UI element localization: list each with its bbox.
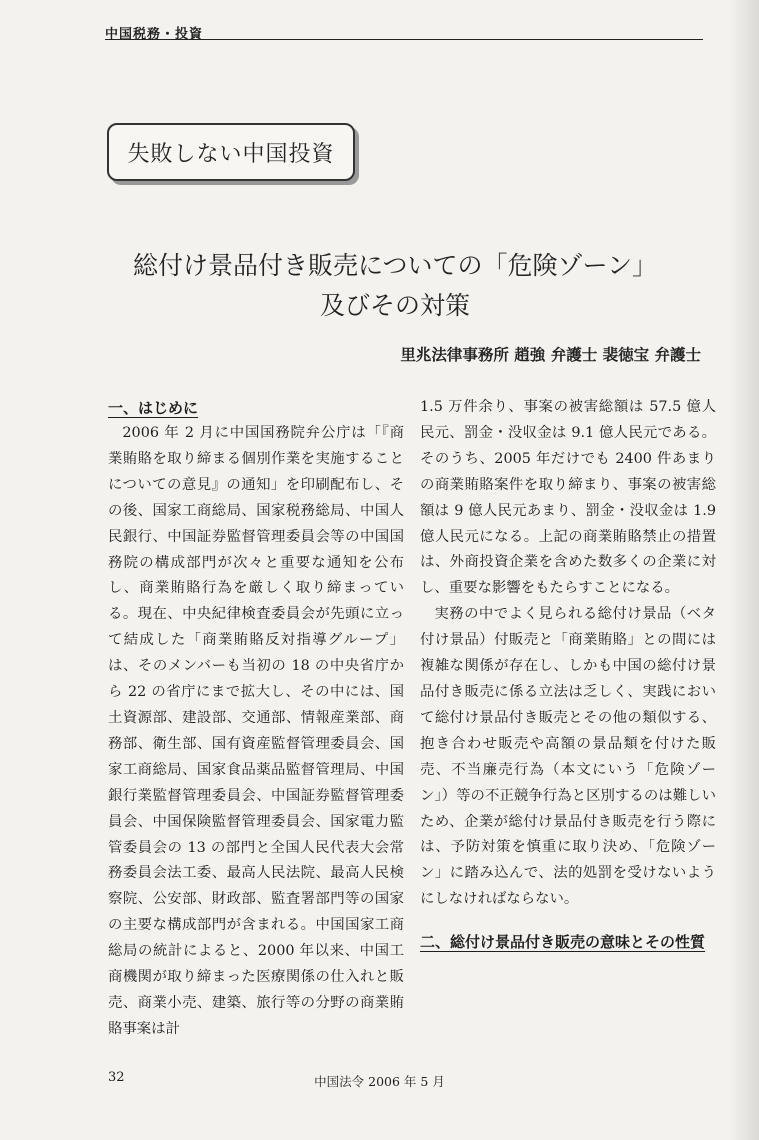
header-rule xyxy=(105,39,703,40)
article-title-line-2: 及びその対策 xyxy=(319,291,470,320)
page-number: 32 xyxy=(108,1070,125,1085)
running-header: 中国税務・投資 xyxy=(105,27,204,42)
article-title-line-1: 総付け景品付き販売についての「危険ゾーン」 xyxy=(132,251,657,280)
article-byline: 里兆法律事務所 趙強 弁護士 裴徳宝 弁護士 xyxy=(400,346,701,364)
body-paragraph: 実務の中でよく見られる総付け景品（ベタ付け景品）付販売と「商業賄賂」との間には複雑な関係が存在し、しかも中国の総付け景品付き販売に係る立法は乏しく、実践において総付け景品付き販売とその他の類似する、抱き合わせ販売や高額の景品類を付けた販売、不当廉売行為（本文にいう「危険ゾーン」）等の不正競争行為と区別するのは難しいため、企業が総付け景品付き販売を行う際には、予防対策を慎重に取り決め、「危険ゾーン」に踏み込んで、法的処罰を受けないようにしなければならない。 xyxy=(420,606,716,908)
page-edge-shadow xyxy=(729,0,759,1140)
body-paragraph: 1.5 万件余り、事案の被害総額は 57.5 億人民元、罰金・没収金は 9.1 億人民元である。そのうち、2005 年だけでも 2400 件あまりの商業賄賂案件を取り締まり、事案の被害総額は 9 億人民元あまり、罰金・没収金は 1.9 億人民元になる。上記の商業賄賂禁止の措置は、外商投資企業を含めた数多くの企業に対し、重要な影響をもたらすことになる。 xyxy=(420,399,716,597)
section-heading-introduction: 一、はじめに xyxy=(108,399,199,417)
right-column xyxy=(420,395,716,956)
section-heading-meaning: 二、総付け景品付き販売の意味とその性質 xyxy=(420,933,706,952)
left-column xyxy=(108,395,404,1043)
body-paragraph: 2006 年 2 月に中国国務院弁公庁は「『商業賄賂を取り締まる個別作業を実施することについての意見』の通知」を印刷配布し、その後、国家工商総局、国家税務総局、中国人民銀行、中国証券監督管理委員会等の中国国務院の構成部門が次々と重要な通知を公布し、商業賄賂行為を厳しく取り締まっている。現在、中央紀律検査委員会が先頭に立って結成した「商業賄賂反対指導グループ」は、そのメンバーも当初の 18 の中央省庁から 22 の省庁にまで拡大し、その中には、国土資源部、建設部、交通部、情報産業部、商務部、衛生部、国有資産監督管理委員会、国家工商総局、国家食品薬品監督管理局、中国銀行業監督管理委員会、中国証券監督管理委員会、中国保険監督管理委員会、国家電力監管委員会の 13 の部門と全国人民代表大会常務委員会法工委、最高人民法院、最高人民検察院、公安部、財政部、監査署部門等の国家の主要な構成部門が含まれる。中国国家工商総局の統計によると、2000 年以来、中国工商機関が取り締まった医療関係の仕入れと販売、商業小売、建築、旅行等の分野の商業賄賂事案は計 xyxy=(108,425,404,1037)
journal-footer: 中国法令 2006 年 5 月 xyxy=(314,1074,445,1089)
article-title xyxy=(90,246,700,326)
series-label-box: 失敗しない中国投資 xyxy=(107,123,355,181)
